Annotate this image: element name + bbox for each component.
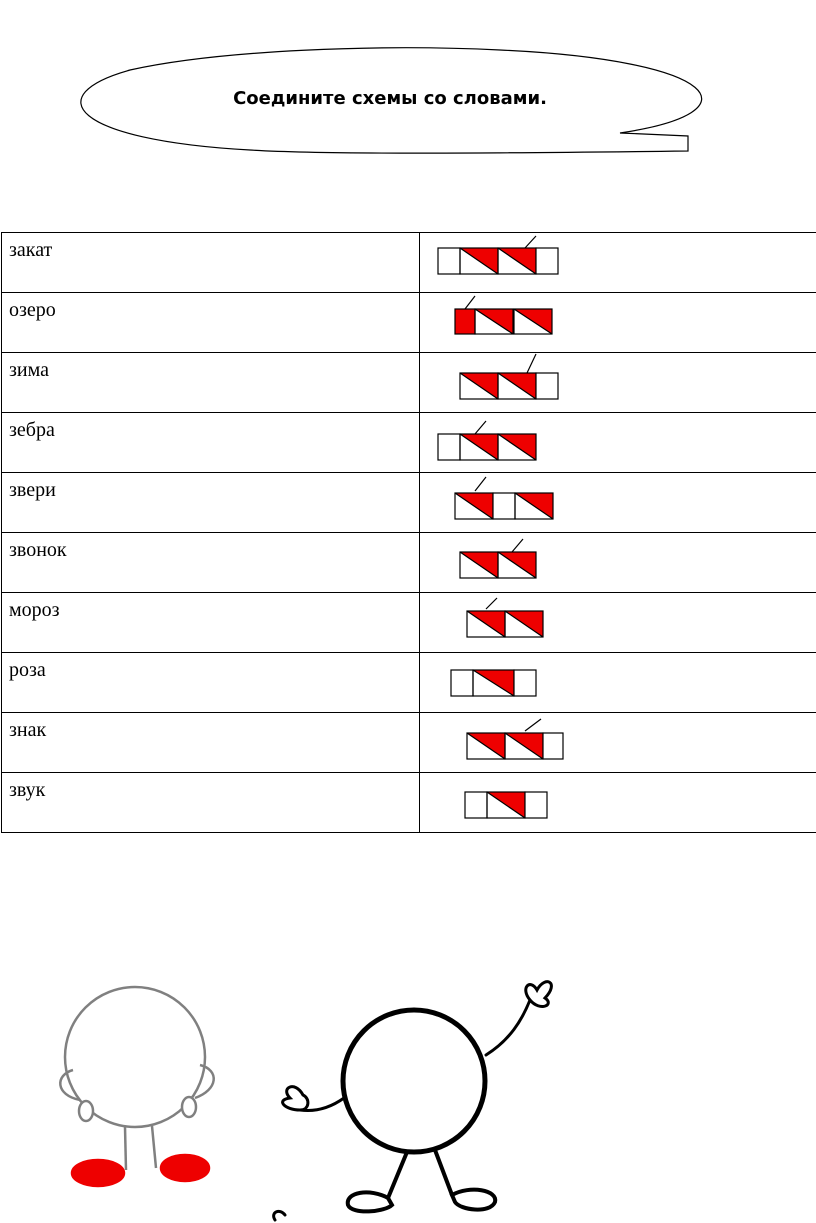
word-text: зима	[9, 359, 49, 381]
scheme-cell	[420, 533, 816, 593]
scheme-cell	[420, 713, 816, 773]
word-cell	[2, 713, 420, 773]
word-cell	[2, 773, 420, 833]
scheme-cell	[420, 233, 816, 293]
scheme-cell	[420, 473, 816, 533]
word-cell	[2, 233, 420, 293]
word-text: зебра	[9, 419, 55, 441]
word-text: мороз	[9, 599, 60, 621]
sound-scheme-zakat	[420, 233, 816, 293]
sound-scheme-zvuk	[420, 773, 816, 833]
sound-scheme-zveri	[420, 473, 816, 533]
speech-bubble	[0, 0, 816, 170]
speech-bubble-shape	[0, 0, 816, 170]
word-text: знак	[9, 719, 47, 741]
word-text: звук	[9, 779, 46, 801]
table-row	[2, 233, 816, 293]
sound-scheme-zima	[420, 353, 816, 413]
round-figure-waving-icon	[274, 982, 552, 1220]
word-text: роза	[9, 659, 46, 681]
scheme-cell	[420, 293, 816, 353]
table-row	[2, 293, 816, 353]
instruction-text: Соедините схемы со словами.	[233, 88, 547, 109]
table-row	[2, 653, 816, 713]
sound-scheme-moroz	[420, 593, 816, 653]
scheme-cell	[420, 653, 816, 713]
table-row	[2, 473, 816, 533]
word-text: закат	[9, 239, 53, 261]
words-table	[1, 232, 816, 833]
word-cell	[2, 653, 420, 713]
scheme-cell	[420, 593, 816, 653]
illustration	[0, 970, 816, 1223]
table-row	[2, 593, 816, 653]
sound-scheme-zvonok	[420, 533, 816, 593]
word-cell	[2, 353, 420, 413]
word-cell	[2, 473, 420, 533]
word-text: звонок	[9, 539, 67, 561]
word-cell	[2, 533, 420, 593]
sound-scheme-zebra	[420, 413, 816, 473]
table-row	[2, 413, 816, 473]
word-cell	[2, 293, 420, 353]
sound-scheme-ozero	[420, 293, 816, 353]
round-figure-with-red-shoes-icon	[60, 987, 213, 1186]
word-text: озеро	[9, 299, 56, 321]
scheme-cell	[420, 413, 816, 473]
scheme-cell	[420, 353, 816, 413]
sound-scheme-znak	[420, 713, 816, 773]
word-text: звери	[9, 479, 56, 501]
table-row	[2, 353, 816, 413]
word-cell	[2, 593, 420, 653]
table-row	[2, 773, 816, 833]
table-row	[2, 713, 816, 773]
scheme-cell	[420, 773, 816, 833]
word-cell	[2, 413, 420, 473]
sound-scheme-roza	[420, 653, 816, 713]
table-row	[2, 533, 816, 593]
